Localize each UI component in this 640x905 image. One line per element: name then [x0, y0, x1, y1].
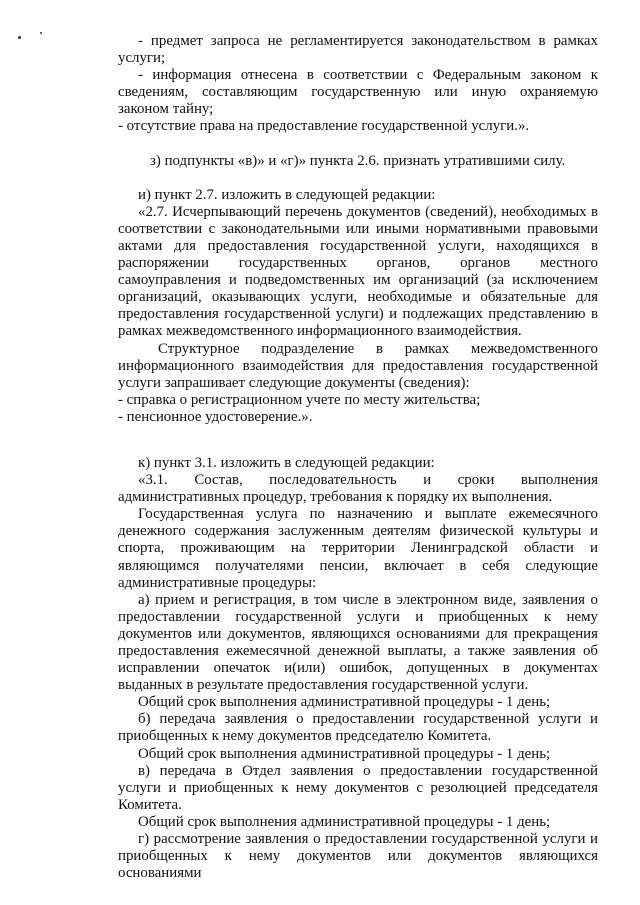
paragraph-v: в) передача в Отдел заявления о предоставлении государственной услуги и приобщенных к нему документов с резолюцией председателя Комитета. — [118, 762, 598, 813]
paragraph-structural-unit — [118, 341, 598, 392]
paragraph-b: б) передача заявления о предоставлении государственной услуги и приобщенных к нему документов председателю Комитета. — [118, 711, 598, 745]
list-item-no-right: - отсутствие права на предоставление государственной услуги.». — [118, 118, 530, 135]
list-item-secret-information: - информация отнесена в соответствии с Федеральным законом к сведениям, составляющим государственную или иную охраняемую законом тайну; — [118, 67, 598, 118]
paragraph-3-1-body: административных процедур, требования к порядку их выполнения. — [118, 489, 553, 506]
paragraph-i-heading: и) пункт 2.7. изложить в следующей редакции: — [138, 186, 436, 203]
list-item-request-not-regulated: - предмет запроса не регламентируется законодательством в рамках услуги; — [118, 33, 598, 67]
paragraph-structural-unit-line1 — [118, 341, 598, 358]
list-item-pension-certificate: - пенсионное удостоверение.». — [118, 408, 313, 425]
paragraph-2-7: «2.7. Исчерпывающий перечень документов (сведений), необходимых в соответствии с законодательными или иными нормативными правовыми актами для предоставления государственной услуги, находящихся в распоряжении государственных органов, органов местного самоуправления и подведомственных им организаций (за исключением организаций, оказывающих услуги, необходимые и обязательные для предоставления государственной услуги) и подлежащих представлению в рамках межведомственного информационного взаимодействия. — [118, 203, 598, 340]
word: в — [375, 340, 383, 357]
word: сроки — [457, 472, 495, 489]
paragraph-g: г) рассмотрение заявления о предоставлении государственной услуги и приобщенных к нему документов или документов являющихся основаниями — [118, 831, 598, 882]
paragraph-state-service: Государственная услуга по назначению и выплате ежемесячного денежного содержания заслуженным деятелям физической культуры и спорта, проживающим на территории Ленинградской области и являющимся получателями пенсии, включает в себя следующие административные процедуры: — [118, 506, 598, 591]
paragraph-structural-unit-body: информационного взаимодействия для предоставления государственной услуги запрашивает следующие документы (сведения): — [118, 357, 598, 391]
word: Состав, — [194, 472, 243, 489]
paragraph-3-1-line1 — [118, 472, 598, 489]
word: Структурное — [158, 340, 240, 357]
word: последовательность — [269, 472, 397, 489]
word: «3.1. — [138, 472, 168, 489]
paragraph-a: а) прием и регистрация, в том числе в электронном виде, заявления о предоставлении государственной услуги и приобщенных к нему документов или документов, являющихся основаниями для прекращения предоставления ежемесячной денежной выплаты, а также заявления об исправлении опечаток и(или) ошибок, допущенных в документах выданных в результате предоставления государственной услуги. — [118, 591, 598, 694]
paragraph-term-v: Общий срок выполнения административной процедуры - 1 день; — [138, 813, 551, 830]
word: подразделение — [261, 340, 355, 357]
paragraph-z: з) подпункты «в)» и «г)» пункта 2.6. признать утратившими силу. — [150, 152, 566, 169]
paragraph-term-b: Общий срок выполнения административной процедуры - 1 день; — [138, 745, 551, 762]
scan-marks — [10, 30, 50, 42]
list-item-registration-certificate: - справка о регистрационном учете по месту жительства; — [118, 391, 481, 408]
word: рамках — [404, 340, 450, 357]
word: и — [423, 472, 432, 489]
word: межведомственного — [470, 340, 598, 357]
paragraph-term-a: Общий срок выполнения административной процедуры - 1 день; — [138, 694, 551, 711]
word: выполнения — [520, 472, 598, 489]
paragraph-k-heading: к) пункт 3.1. изложить в следующей редакции: — [138, 454, 435, 471]
document-page — [118, 33, 598, 882]
paragraph-3-1 — [118, 472, 598, 506]
